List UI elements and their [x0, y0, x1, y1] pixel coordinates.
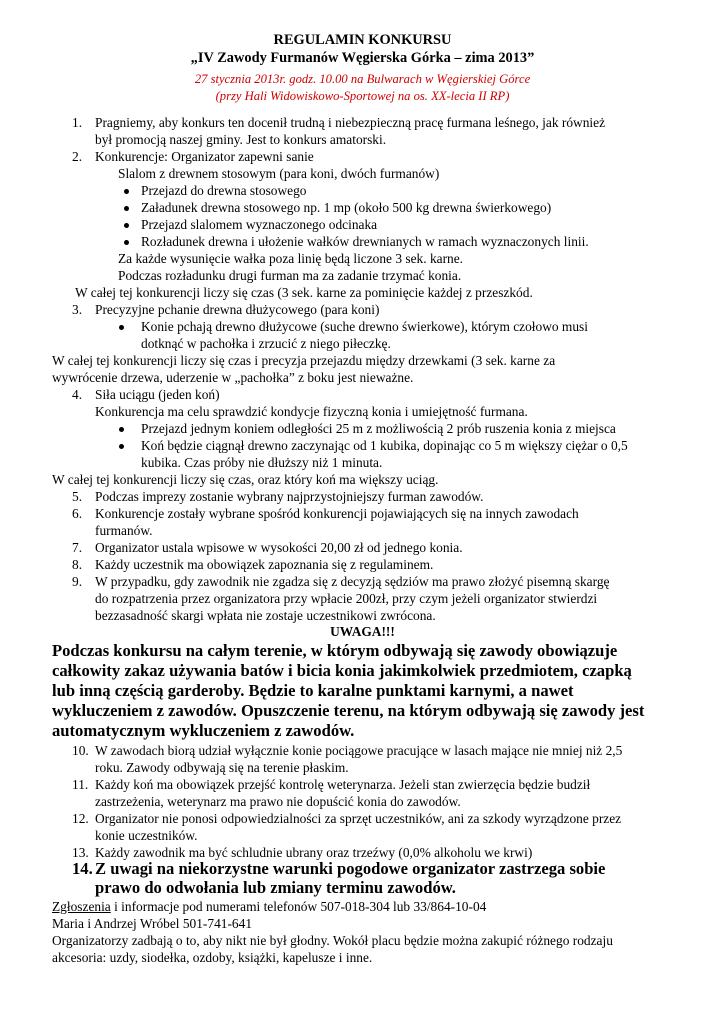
item-3-note-2: wywrócenie drzewa, uderzenie w „pachołka” z boku jest nieważne. [52, 370, 414, 385]
item-2-bullet-4: Rozładunek drewna i ułożenie wałków drewnianych w ramach wyznaczonych linii. [141, 234, 589, 249]
item-4-bullet-2-line-1: Koń będzie ciągnął drewno zaczynając od 1 kubika, dopinając co 5 m większy ciężar o 0,5 [141, 438, 628, 453]
event-name: „IV Zawody Furmanów Węgierska Górka – zima 2013” [190, 50, 535, 66]
item-10-line-2: roku. Zawody odbywają się na terenie płaskim. [95, 760, 349, 775]
item-1-line-1: Pragniemy, aby konkurs ten docenił trudną i niebezpieczną pracę furmana leśnego, jak również [95, 115, 606, 130]
item-12-line-1: Organizator nie ponosi odpowiedzialności za sprzęt uczestników, ani za szkody wyrządzone przez [95, 811, 622, 826]
registration-line [52, 899, 486, 914]
item-14-line-1: Z uwagi na niekorzystne warunki pogodowe organizator zastrzega sobie [95, 859, 606, 878]
item-14-line-2: prawo do odwołania lub zmiany terminu zawodów. [95, 878, 456, 897]
item-number: 2. [72, 149, 83, 164]
closing-note-line-2: akcesoria: uzdy, siodełka, ozdoby, książki, kapelusze i inne. [52, 950, 373, 965]
doc-title: REGULAMIN KONKURSU [273, 32, 452, 48]
bullet-icon [124, 240, 129, 245]
event-date: 27 stycznia 2013r. godz. 10.00 na Bulwarach w Węgierskiej Górce [194, 72, 531, 86]
warning-line-5: automatycznym wykluczeniem z zawodów. [52, 721, 355, 740]
item-13: Każdy zawodnik ma być schludnie ubrany oraz trzeźwy (0,0% alkoholu we krwi) [95, 845, 533, 860]
item-number: 12. [72, 811, 89, 826]
registration-phones: i informacje pod numerami telefonów 507-018-304 lub 33/864-10-04 [110, 899, 487, 914]
contact-line: Maria i Andrzej Wróbel 501-741-641 [52, 916, 253, 931]
item-number: 3. [72, 302, 83, 317]
item-2-note-2: Podczas rozładunku drugi furman ma za zadanie trzymać konia. [118, 268, 462, 283]
warning-line-1: Podczas konkursu na całym terenie, w którym odbywają się zawody obowiązuje [52, 641, 618, 660]
item-9-line-3: bezzasadność skargi wpłata nie zostaje uczestnikowi zwrócona. [95, 608, 436, 623]
item-number: 6. [72, 506, 83, 521]
bullet-icon [119, 325, 124, 330]
bullet-icon [124, 189, 129, 194]
warning-line-2: całkowity zakaz używania batów i bicia konia jakimkolwiek przedmiotem, czapką [52, 661, 632, 680]
item-2-bullet-3: Przejazd slalomem wyznaczonego odcinaka [141, 217, 378, 232]
bullet-icon [119, 427, 124, 432]
item-4-bullet-2-line-2: kubika. Czas próby nie dłuższy niż 1 minuta. [141, 455, 383, 470]
closing-note-line-1: Organizatorzy zadbają o to, aby nikt nie był głodny. Wokół placu będzie można zakupić różnego rodzaju [52, 933, 613, 948]
item-number: 9. [72, 574, 83, 589]
item-7: Organizator ustala wpisowe w wysokości 20,00 zł od jednego konia. [95, 540, 463, 555]
item-3-bullet-1-line-2: dotknąć w pachołka i zrzucić z niego piłeczkę. [141, 336, 391, 351]
warning-line-3: lub inną częścią garderoby. Będzie to karalne punktami karnymi, a nawet [52, 681, 574, 700]
event-place: (przy Hali Widowiskowo-Sportowej na os. XX-lecia II RP) [215, 89, 510, 103]
registration-label: Zgłoszenia [52, 899, 111, 914]
item-number: 10. [72, 743, 89, 758]
item-4-line-1: Siła uciągu (jeden koń) [95, 387, 220, 402]
item-9-line-1: W przypadku, gdy zawodnik nie zgadza się z decyzją sędziów ma prawo złożyć pisemną skargę [95, 574, 610, 589]
item-4-note-1: W całej tej konkurencji liczy się czas, oraz który koń ma większy uciąg. [52, 472, 439, 487]
item-11-line-1: Każdy koń ma obowiązek przejść kontrolę weterynarza. Jeżeli stan zwierzęcia będzie budził [95, 777, 591, 792]
item-1-line-2: był promocją naszej gminy. Jest to konkurs amatorski. [95, 132, 387, 147]
item-4-subtitle: Konkurencja ma celu sprawdzić kondycje fizyczną konia i umiejętność furmana. [95, 404, 528, 419]
item-number: 13. [72, 845, 89, 860]
warning-line-4: wykluczeniem z zawodów. Opuszczenie terenu, na którym odbywają się zawody jest [52, 701, 645, 720]
item-number: 1. [72, 115, 83, 130]
item-number: 11. [72, 777, 89, 792]
item-10-line-1: W zawodach biorą udział wyłącznie konie pociągowe pracujące w lasach mające nie mniej niż 2,5 [95, 743, 623, 758]
warning-heading: UWAGA!!! [330, 624, 395, 639]
item-3-note-1: W całej tej konkurencji liczy się czas i precyzja przejazdu między drzewkami (3 sek. karne za [52, 353, 556, 368]
item-2-line-1: Konkurencje: Organizator zapewni sanie [95, 149, 314, 164]
item-2-note-3: W całej tej konkurencji liczy się czas (3 sek. karne za pominięcie każdej z przeszkód. [75, 285, 533, 300]
item-5: Podczas imprezy zostanie wybrany najprzystojniejszy furman zawodów. [95, 489, 484, 504]
bullet-icon [119, 444, 124, 449]
item-number: 4. [72, 387, 83, 402]
item-11-line-2: zastrzeżenia, weterynarz ma prawo nie dopuścić konia do zawodów. [95, 794, 461, 809]
item-12-line-2: konie uczestników. [95, 828, 198, 843]
item-2-bullet-2: Załadunek drewna stosowego np. 1 mp (około 500 kg drewna świerkowego) [141, 200, 552, 215]
item-4-bullet-1: Przejazd jednym koniem odległości 25 m z możliwością 2 prób ruszenia konia z miejsca [141, 421, 616, 436]
item-2-note-1: Za każde wysunięcie wałka poza linię będą liczone 3 sek. karne. [118, 251, 464, 266]
item-number: 14. [72, 859, 93, 878]
item-2-bullet-1: Przejazd do drewna stosowego [141, 183, 307, 198]
item-number: 7. [72, 540, 83, 555]
item-6-line-2: furmanów. [95, 523, 153, 538]
item-9-line-2: do rozpatrzenia przez organizatora przy wpłacie 200zł, przy czym jeżeli organizator stwierdzi [95, 591, 598, 606]
item-number: 5. [72, 489, 83, 504]
item-6-line-1: Konkurencje zostały wybrane spośród konkurencji pojawiających się na innych zawodach [95, 506, 579, 521]
item-number: 8. [72, 557, 83, 572]
item-3-line-1: Precyzyjne pchanie drewna dłużycowego (para koni) [95, 302, 380, 317]
item-3-bullet-1-line-1: Konie pchają drewno dłużycowe (suche drewno świerkowe), którym czołowo musi [141, 319, 588, 334]
item-8: Każdy uczestnik ma obowiązek zapoznania się z regulaminem. [95, 557, 434, 572]
bullet-icon [124, 206, 129, 211]
item-2-subtitle: Slalom z drewnem stosowym (para koni, dwóch furmanów) [118, 166, 440, 181]
bullet-icon [124, 223, 129, 228]
